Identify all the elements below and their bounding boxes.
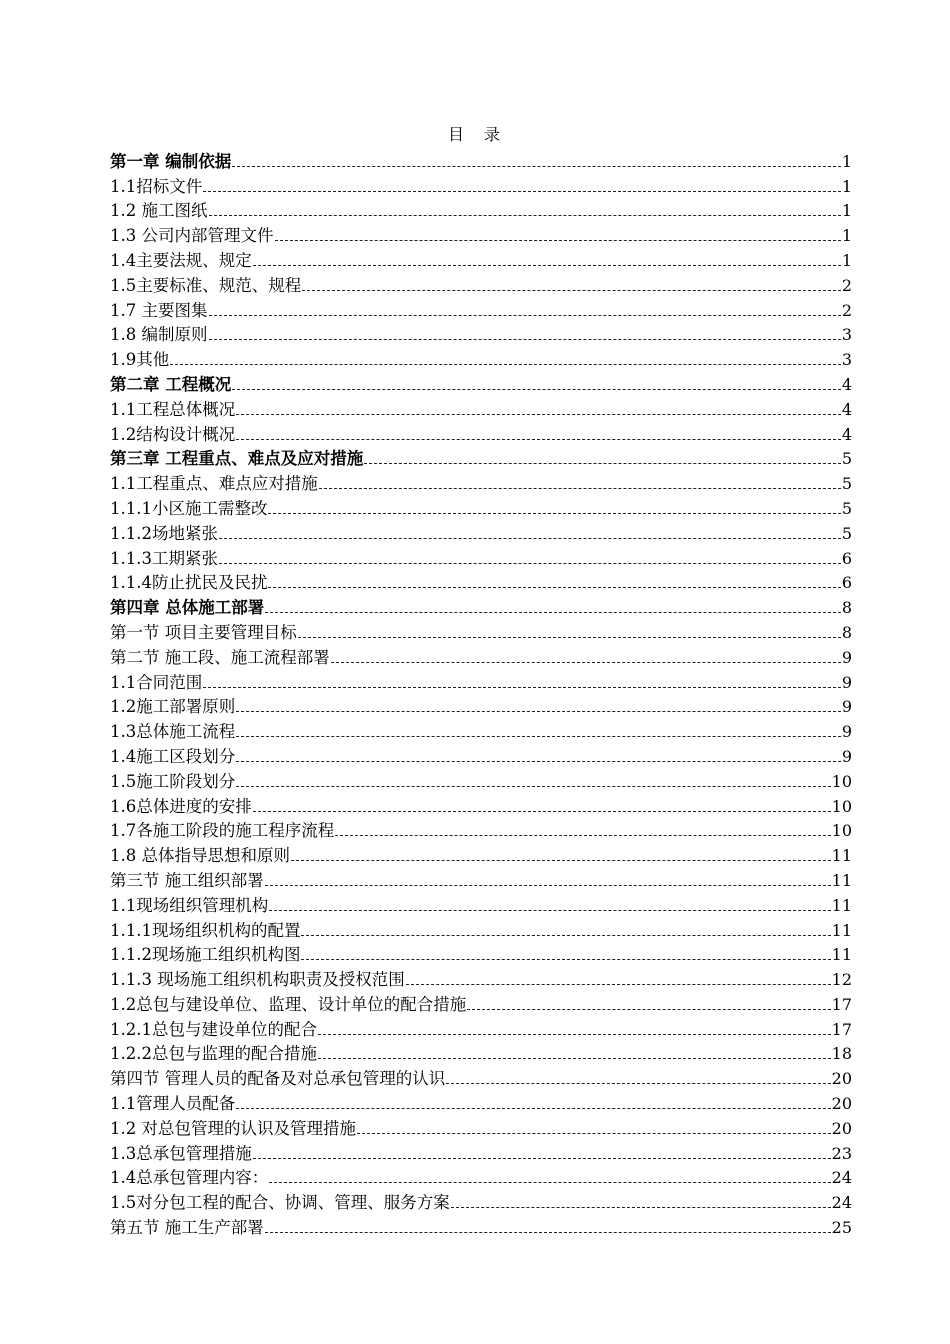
toc-dot-leader bbox=[209, 339, 841, 340]
toc-page-number: 8 bbox=[841, 622, 852, 642]
toc-entry[interactable] bbox=[110, 917, 852, 942]
toc-page-number: 1 bbox=[841, 176, 852, 196]
toc-entry-label: 1.1.3 现场施工组织机构职责及授权范围 bbox=[110, 970, 405, 990]
toc-dot-leader bbox=[203, 687, 841, 688]
toc-dot-leader bbox=[253, 811, 831, 812]
toc-page-number: 1 bbox=[841, 151, 852, 171]
toc-entry[interactable] bbox=[110, 942, 852, 967]
toc-dot-leader bbox=[265, 1232, 831, 1233]
toc-dot-leader bbox=[291, 860, 831, 861]
toc-page-number: 20 bbox=[831, 1094, 852, 1114]
toc-entry[interactable] bbox=[110, 1115, 852, 1140]
toc-entry[interactable] bbox=[110, 743, 852, 768]
toc-entry-label: 第二节 施工段、施工流程部署 bbox=[110, 647, 330, 667]
toc-page-number: 9 bbox=[841, 672, 852, 692]
toc-entry[interactable] bbox=[110, 247, 852, 272]
toc-page-number: 8 bbox=[841, 598, 852, 618]
toc-entry[interactable] bbox=[110, 297, 852, 322]
toc-entry[interactable] bbox=[110, 768, 852, 793]
toc-entry[interactable] bbox=[110, 1140, 852, 1165]
toc-entry[interactable] bbox=[110, 892, 852, 917]
toc-page-number: 12 bbox=[831, 970, 852, 990]
toc-dot-leader bbox=[446, 1083, 830, 1084]
toc-dot-leader bbox=[301, 935, 830, 936]
toc-entry[interactable] bbox=[110, 346, 852, 371]
toc-dot-leader bbox=[298, 637, 841, 638]
toc-dot-leader bbox=[301, 959, 830, 960]
toc-dot-leader bbox=[331, 662, 841, 663]
toc-page-number: 18 bbox=[831, 1044, 852, 1064]
toc-entry[interactable] bbox=[110, 1041, 852, 1066]
toc-page-number: 9 bbox=[841, 647, 852, 667]
toc-entry-label: 1.1.2现场施工组织机构图 bbox=[110, 945, 301, 965]
toc-entry[interactable] bbox=[110, 495, 852, 520]
toc-page-number: 5 bbox=[841, 523, 852, 543]
toc-page-number: 11 bbox=[831, 945, 852, 965]
toc-entry[interactable] bbox=[110, 272, 852, 297]
toc-page-number: 20 bbox=[831, 1118, 852, 1138]
toc-entry[interactable] bbox=[110, 173, 852, 198]
toc-entry-label: 1.2总包与建设单位、监理、设计单位的配合措施 bbox=[110, 994, 467, 1014]
toc-entry-label: 1.6总体进度的安排 bbox=[110, 796, 252, 816]
toc-entry-label: 第三节 施工组织部署 bbox=[110, 870, 264, 890]
toc-page-number: 6 bbox=[841, 548, 852, 568]
toc-dot-leader bbox=[318, 1034, 831, 1035]
toc-entry-label: 1.1合同范围 bbox=[110, 672, 203, 692]
toc-dot-leader bbox=[335, 835, 830, 836]
toc-chapter-entry[interactable] bbox=[110, 148, 852, 173]
toc-dot-leader bbox=[170, 364, 841, 365]
toc-page-number: 24 bbox=[831, 1193, 852, 1213]
toc-dot-leader bbox=[357, 1133, 831, 1134]
toc-entry-label: 1.2施工部署原则 bbox=[110, 697, 236, 717]
toc-entry[interactable] bbox=[110, 470, 852, 495]
toc-entry-label: 1.4主要法规、规定 bbox=[110, 250, 252, 270]
toc-dot-leader bbox=[236, 439, 841, 440]
toc-entry[interactable] bbox=[110, 991, 852, 1016]
toc-entry[interactable] bbox=[110, 222, 852, 247]
toc-dot-leader bbox=[236, 414, 841, 415]
toc-page-number: 1 bbox=[841, 226, 852, 246]
toc-entry[interactable] bbox=[110, 867, 852, 892]
toc-page-number: 10 bbox=[831, 821, 852, 841]
toc-entry-label: 第一节 项目主要管理目标 bbox=[110, 622, 297, 642]
toc-entry-label: 1.7 主要图集 bbox=[110, 300, 208, 320]
toc-dot-leader bbox=[219, 538, 841, 539]
toc-entry-label: 1.8 编制原则 bbox=[110, 325, 208, 345]
toc-page-number: 6 bbox=[841, 573, 852, 593]
toc-entry-label: 1.3 公司内部管理文件 bbox=[110, 226, 274, 246]
toc-entry[interactable] bbox=[110, 520, 852, 545]
toc-entry[interactable] bbox=[110, 421, 852, 446]
toc-page-number: 20 bbox=[831, 1069, 852, 1089]
toc-entry-label: 1.1招标文件 bbox=[110, 176, 203, 196]
toc-entry[interactable] bbox=[110, 619, 852, 644]
toc-entry-label: 1.5主要标准、规范、规程 bbox=[110, 275, 302, 295]
toc-page-number: 11 bbox=[831, 895, 852, 915]
toc-page-number: 3 bbox=[841, 325, 852, 345]
toc-entry[interactable] bbox=[110, 694, 852, 719]
toc-page-number: 10 bbox=[831, 796, 852, 816]
toc-entry-label: 1.1.1小区施工需整改 bbox=[110, 498, 268, 518]
toc-entry-label: 1.1.3工期紧张 bbox=[110, 548, 218, 568]
toc-entry-label: 1.3总承包管理措施 bbox=[110, 1143, 252, 1163]
toc-entry-label: 1.9其他 bbox=[110, 350, 170, 370]
toc-dot-leader bbox=[269, 910, 830, 911]
toc-entry-label: 1.2 施工图纸 bbox=[110, 201, 208, 221]
toc-dot-leader bbox=[253, 1158, 831, 1159]
toc-entry[interactable] bbox=[110, 545, 852, 570]
toc-page-number: 9 bbox=[841, 697, 852, 717]
toc-page-number: 11 bbox=[831, 920, 852, 940]
toc-page-number: 5 bbox=[841, 474, 852, 494]
toc-entry-label: 1.2.1总包与建设单位的配合 bbox=[110, 1019, 317, 1039]
toc-entry-label: 1.3总体施工流程 bbox=[110, 722, 236, 742]
toc-dot-leader bbox=[236, 786, 830, 787]
toc-entry-label: 1.4总承包管理内容： bbox=[110, 1168, 269, 1188]
toc-dot-leader bbox=[236, 761, 841, 762]
toc-entry[interactable] bbox=[110, 966, 852, 991]
toc-entry-label: 1.8 总体指导思想和原则 bbox=[110, 846, 290, 866]
toc-chapter-entry[interactable] bbox=[110, 371, 852, 396]
toc-entry-label: 1.5施工阶段划分 bbox=[110, 771, 236, 791]
toc-entry-label: 1.4施工区段划分 bbox=[110, 746, 236, 766]
toc-entry-label: 第四章 总体施工部署 bbox=[110, 598, 265, 618]
toc-page-number: 4 bbox=[841, 424, 852, 444]
toc-entry-label: 1.1工程重点、难点应对措施 bbox=[110, 474, 318, 494]
toc-entry[interactable] bbox=[110, 1165, 852, 1190]
toc-dot-leader bbox=[302, 290, 841, 291]
toc-dot-leader bbox=[236, 1108, 830, 1109]
toc-page-number: 5 bbox=[841, 498, 852, 518]
toc-dot-leader bbox=[467, 1009, 830, 1010]
toc-page-number: 3 bbox=[841, 350, 852, 370]
toc-entry[interactable] bbox=[110, 570, 852, 595]
toc-page-number: 5 bbox=[841, 449, 852, 469]
toc-chapter-entry[interactable] bbox=[110, 594, 852, 619]
toc-chapter-entry[interactable] bbox=[110, 446, 852, 471]
toc-page-number: 9 bbox=[841, 722, 852, 742]
toc-entry-label: 第三章 工程重点、难点及应对措施 bbox=[110, 449, 364, 469]
toc-entry[interactable] bbox=[110, 793, 852, 818]
toc-entry-label: 1.2 对总包管理的认识及管理措施 bbox=[110, 1118, 356, 1138]
toc-entry-label: 第二章 工程概况 bbox=[110, 374, 232, 394]
toc-page-number: 11 bbox=[831, 846, 852, 866]
toc-dot-leader bbox=[236, 711, 841, 712]
toc-entry-label: 1.1现场组织管理机构 bbox=[110, 895, 269, 915]
toc-entry[interactable] bbox=[110, 644, 852, 669]
toc-entry-label: 第一章 编制依据 bbox=[110, 151, 232, 171]
toc-entry[interactable] bbox=[110, 669, 852, 694]
toc-dot-leader bbox=[232, 389, 841, 390]
toc-page-number: 4 bbox=[841, 399, 852, 419]
toc-entry-label: 1.2.2总包与监理的配合措施 bbox=[110, 1044, 317, 1064]
toc-page-number: 1 bbox=[841, 250, 852, 270]
toc-entry-label: 1.1.1现场组织机构的配置 bbox=[110, 920, 301, 940]
toc-dot-leader bbox=[406, 984, 831, 985]
toc-entry[interactable] bbox=[110, 842, 852, 867]
toc-entry[interactable] bbox=[110, 718, 852, 743]
toc-dot-leader bbox=[364, 463, 841, 464]
toc-entry[interactable] bbox=[110, 1090, 852, 1115]
toc-page-number: 11 bbox=[831, 870, 852, 890]
toc-dot-leader bbox=[232, 166, 841, 167]
toc-entry-label: 第五节 施工生产部署 bbox=[110, 1218, 264, 1238]
toc-page-number: 2 bbox=[841, 275, 852, 295]
toc-dot-leader bbox=[253, 265, 841, 266]
toc-page-number: 2 bbox=[841, 300, 852, 320]
toc-dot-leader bbox=[265, 885, 831, 886]
toc-page-number: 17 bbox=[831, 994, 852, 1014]
toc-entry-label: 1.1.2场地紧张 bbox=[110, 523, 218, 543]
toc-entry-label: 1.1管理人员配备 bbox=[110, 1094, 236, 1114]
toc-dot-leader bbox=[319, 488, 841, 489]
toc-dot-leader bbox=[236, 736, 841, 737]
toc-dot-leader bbox=[219, 563, 841, 564]
toc-entry-label: 1.2结构设计概况 bbox=[110, 424, 236, 444]
toc-dot-leader bbox=[268, 587, 840, 588]
toc-page-number: 9 bbox=[841, 746, 852, 766]
toc-entry-label: 1.1.4防止扰民及民扰 bbox=[110, 573, 268, 593]
toc-list bbox=[110, 148, 852, 1239]
toc-entry[interactable] bbox=[110, 198, 852, 223]
toc-dot-leader bbox=[451, 1207, 831, 1208]
toc-dot-leader bbox=[209, 315, 841, 316]
toc-entry[interactable] bbox=[110, 396, 852, 421]
toc-dot-leader bbox=[269, 1182, 830, 1183]
toc-page-number: 17 bbox=[831, 1019, 852, 1039]
toc-entry[interactable] bbox=[110, 1016, 852, 1041]
toc-dot-leader bbox=[318, 1058, 831, 1059]
toc-page-number: 24 bbox=[831, 1168, 852, 1188]
toc-dot-leader bbox=[268, 513, 840, 514]
toc-dot-leader bbox=[275, 240, 841, 241]
toc-entry-label: 1.7各施工阶段的施工程序流程 bbox=[110, 821, 335, 841]
toc-title: 目 录 bbox=[447, 125, 502, 144]
toc-page-number: 23 bbox=[831, 1143, 852, 1163]
toc-entry[interactable] bbox=[110, 1189, 852, 1214]
toc-page-number: 1 bbox=[841, 201, 852, 221]
toc-dot-leader bbox=[209, 215, 841, 216]
toc-page-number: 25 bbox=[831, 1218, 852, 1238]
toc-page-number: 4 bbox=[841, 374, 852, 394]
toc-entry-label: 1.1工程总体概况 bbox=[110, 399, 236, 419]
toc-entry-label: 1.5对分包工程的配合、协调、管理、服务方案 bbox=[110, 1193, 450, 1213]
toc-dot-leader bbox=[265, 612, 841, 613]
toc-page-number: 10 bbox=[831, 771, 852, 791]
toc-entry[interactable] bbox=[110, 1065, 852, 1090]
toc-entry[interactable] bbox=[110, 322, 852, 347]
toc-entry[interactable] bbox=[110, 818, 852, 843]
toc-entry-label: 第四节 管理人员的配备及对总承包管理的认识 bbox=[110, 1069, 446, 1089]
toc-dot-leader bbox=[203, 191, 841, 192]
toc-entry[interactable] bbox=[110, 1214, 852, 1239]
